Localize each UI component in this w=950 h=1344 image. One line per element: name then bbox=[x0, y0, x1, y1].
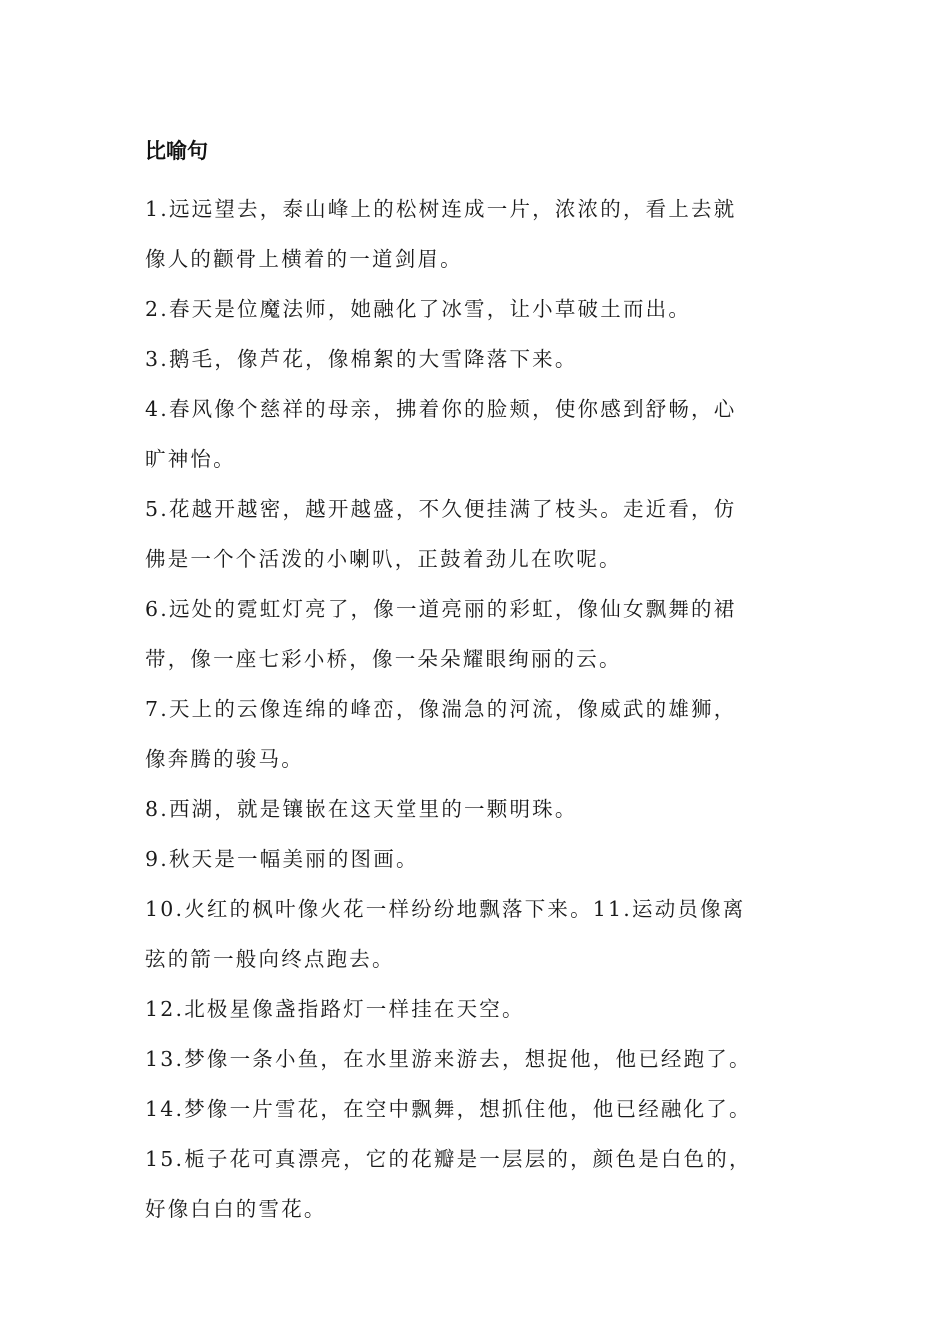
text-line: 带，像一座七彩小桥，像一朵朵耀眼绚丽的云。 bbox=[145, 647, 622, 671]
text-line: 12.北极星像盏指路灯一样挂在天空。 bbox=[145, 997, 525, 1021]
text-line: 5.花越开越密，越开越盛，不久便挂满了枝头。走近看，仿 bbox=[145, 497, 737, 521]
text-line: 1.远远望去，泰山峰上的松树连成一片，浓浓的，看上去就 bbox=[145, 197, 737, 221]
text-line: 9.秋天是一幅美丽的图画。 bbox=[145, 847, 419, 871]
page-title: 比喻句 bbox=[145, 139, 208, 163]
text-line: 4.春风像个慈祥的母亲，拂着你的脸颊，使你感到舒畅，心 bbox=[145, 397, 737, 421]
text-line: 像奔腾的骏马。 bbox=[145, 747, 304, 771]
text-line: 弦的箭一般向终点跑去。 bbox=[145, 947, 395, 971]
text-line: 14.梦像一片雪花，在空中飘舞，想抓住他，他已经融化了。 bbox=[145, 1097, 752, 1121]
text-line: 像人的颧骨上横着的一道剑眉。 bbox=[145, 247, 463, 271]
text-line: 13.梦像一条小鱼，在水里游来游去，想捉他，他已经跑了。 bbox=[145, 1047, 752, 1071]
text-line: 7.天上的云像连绵的峰峦，像湍急的河流，像威武的雄狮， bbox=[145, 697, 737, 721]
text-line: 旷神怡。 bbox=[145, 447, 236, 471]
text-line: 3.鹅毛，像芦花，像棉絮的大雪降落下来。 bbox=[145, 347, 578, 371]
text-line: 8.西湖，就是镶嵌在这天堂里的一颗明珠。 bbox=[145, 797, 578, 821]
text-line: 好像白白的雪花。 bbox=[145, 1197, 327, 1221]
text-line: 6.远处的霓虹灯亮了，像一道亮丽的彩虹，像仙女飘舞的裙 bbox=[145, 597, 737, 621]
document-body bbox=[145, 184, 801, 1234]
text-line: 2.春天是位魔法师，她融化了冰雪，让小草破土而出。 bbox=[145, 297, 692, 321]
text-line: 10.火红的枫叶像火花一样纷纷地飘落下来。11.运动员像离 bbox=[145, 897, 746, 921]
text-line: 15.栀子花可真漂亮，它的花瓣是一层层的，颜色是白色的， bbox=[145, 1147, 752, 1171]
text-line: 佛是一个个活泼的小喇叭，正鼓着劲儿在吹呢。 bbox=[145, 547, 622, 571]
